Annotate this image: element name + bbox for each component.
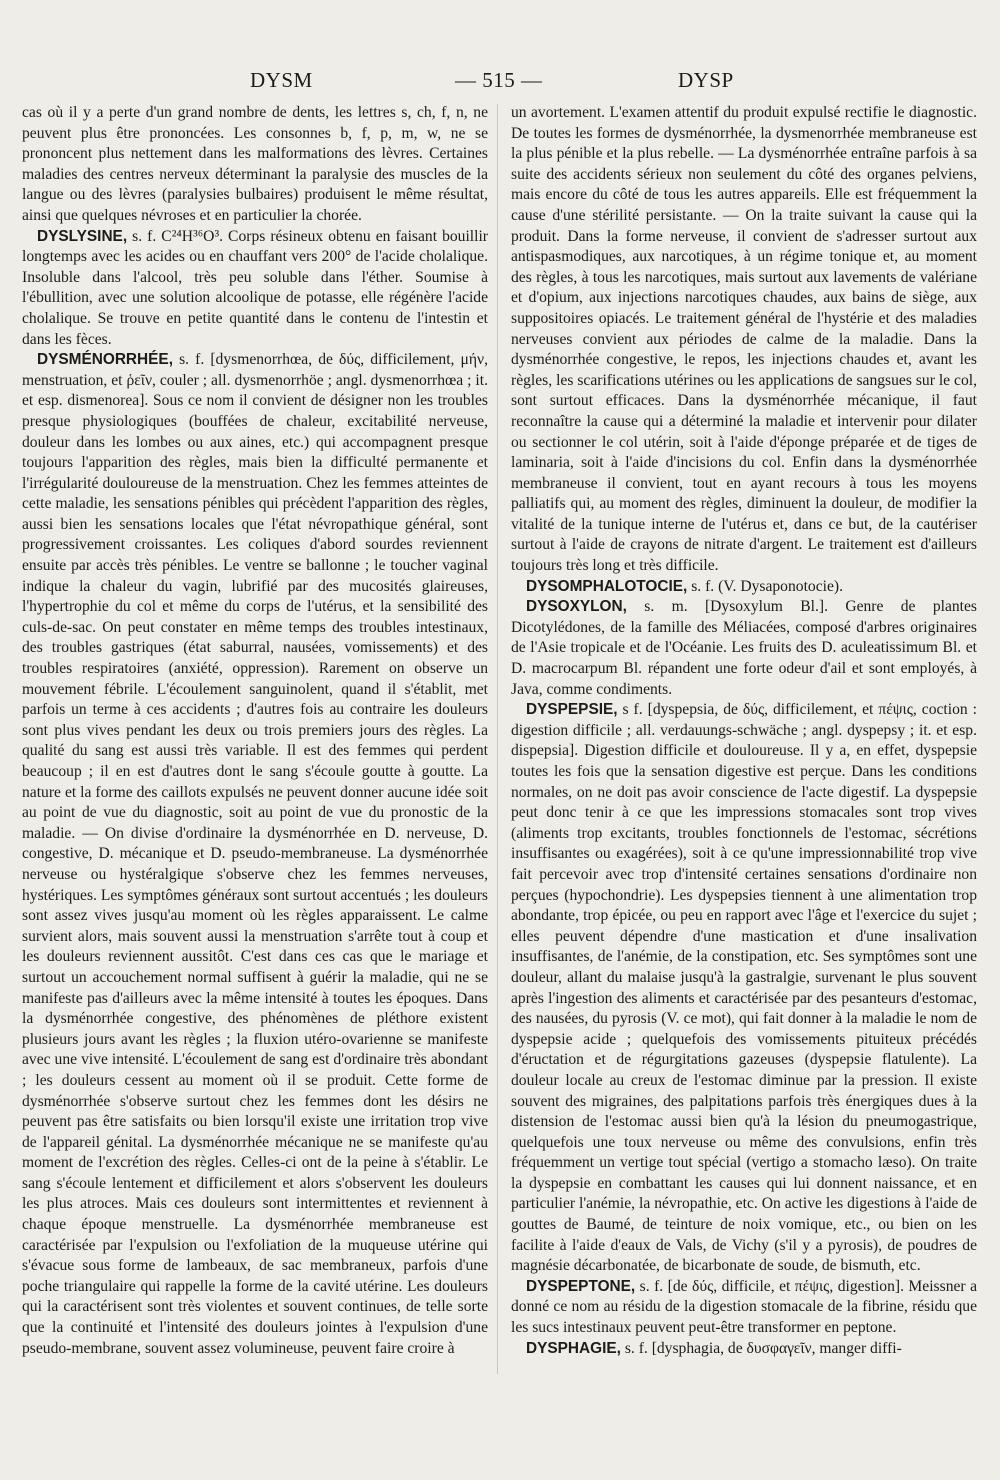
entry-dysmenorrhee xyxy=(22,350,488,1359)
entry-text: s. f. C²⁴H³⁶O³. Corps résineux obtenu en faisant bouillir longtemps avec les acides ou en chauffant vers 200° de l'acide cholalique. Insoluble dans l'alcool, très peu soluble dans l'éther. Soumise à l'ébullition, avec une solution alcoolique de potasse, elle régénère l'acide cholalique. Se trouve en petite quantité dans le contenu de l'intestin et dans les fèces. xyxy=(22,227,488,348)
entry-dysoxylon xyxy=(511,597,977,700)
right-column xyxy=(511,103,977,1359)
entry-text: s. f. [dysphagia, de δυσφαγεῖν, manger diffi- xyxy=(620,1339,902,1357)
entry-text: s f. [dyspepsia, de δύς, difficilement, et πέψις, coction : digestion difficile ; all. verdauungs-schwäche ; angl. dyspepsy ; it. et esp. dispepsia]. Digestion difficile et douloureuse. Il y a, en effet, dyspepsie toutes les fois que la sensation digestive est perçue. Dans les conditions normales, on ne doit pas avoir conscience de l'acte digestif. La dyspepsie peut donc tenir à ce que les impressions stomacales sont trop vives (aliments trop excitants, troubles fonctionnels de l'estomac, sécrétions insuffisantes ou exagérées), soit à ce qu'une impressionnabilité trop vive fait percevoir avec trop d'intensité certaines sensations d'ordinaire non perçues (hypochondrie). Les dyspepsies tiennent à une alimentation trop abondante, trop épicée, ou peu en rapport avec l'âge et l'exercice du sujet ; elles peuvent dépendre d'une mastication et d'une insalivation insuffisantes, de l'anémie, de la constipation, etc. Ses symptômes sont une douleur, allant du malaise jusqu'à la gastralgie, survenant le plus souvent après l'ingestion des aliments et caractérisée par des pesanteurs d'estomac, des nausées, du pyrosis (V. ce mot), qui fait donner à la maladie le nom de dyspepsie acide ; quelquefois des vomissements pituiteux précédés d'éructation et de régurgitations gazeuses (dyspepsie flatulente). La douleur locale au creux de l'estomac diminue par la pression. Il existe souvent des migraines, des palpitations parfois très énergiques dues à la distension de l'estomac aussi bien qu'à la lésion du pneumogastrique, quelquefois une toux nerveuse ou même des convulsions, enfin très fréquemment un vertige tout spécial (vertigo a stomacho læso). On traite la dyspepsie en combattant les causes qui lui donnent naissance, et en particulier l'anémie, la névropathie, etc. On active les digestions à l'aide de gouttes de Baumé, de teinture de noix vomique, etc., ou bien on les facilite à l'aide d'eaux de Vals, de Vichy (s'il y a pyrosis), de poudres de magnésie décarbonatée, de bicarbonate de soude, de bismuth, etc. xyxy=(511,701,977,1275)
continued-paragraph: un avortement. L'examen attentif du produit expulsé rectifie le diagnostic. De toutes les formes de dysménorrhée, la dysmenorrhée membraneuse est la plus pénible et la plus rebelle. — La dysménorrhée entraîne parfois à sa suite des accidents sérieux non seulement du côté des organes pelviens, mais encore du côté de tous les autres appareils. Elle est fréquemment la cause d'une stérilité persistante. — On la traite suivant la cause qui la produit. Dans la forme nerveuse, il convient de s'adresser surtout aux antispasmodiques, aux narcotiques, à un régime tonique et, au moment des règles, à tous les narcotiques, mais surtout aux lavements de valériane et d'opium, aux injections narcotiques chaudes, aux bains de siège, aux suppositoires opiacés. Le traitement général de l'hystérie et des maladies nerveuses convient aux périodes de calme de la maladie. Dans la dysménorrhée congestive, le repos, les injections chaudes et, avant les règles, les scarifications utérines ou les applications de sangsues sur le col, sont surtout efficaces. Dans la dysménorrhée mécanique, il faut reconnaître la cause qui a déterminé la maladie et intervenir pour dilater ou sectionner le col utérin, soit à l'aide d'éponge préparée et de tiges de laminaria, soit à l'aide d'incisions du col. Enfin dans la dysménorrhée membraneuse il convient, tout en ayant recours à tous les moyens palliatifs qui, au moment des règles, diminuent la douleur, de modifier la vitalité de la tunique interne de l'utérus et, dans ce but, de la cautériser surtout à l'aide de crayons de nitrate d'argent. Le traitement est d'ailleurs toujours très long et très difficile. xyxy=(511,104,977,575)
entry-text: s. f. (V. Dysaponotocie). xyxy=(687,577,843,595)
headword: DYSOXYLON, xyxy=(526,598,627,616)
headword: DYSPEPSIE, xyxy=(526,701,618,719)
entry-text: s. f. [dysmenorrhœa, de δύς, difficilement, μήν, menstruation, et ῥεῖν, couler ; all. dysmenorrhöe ; angl. dysmenorrhœa ; it. et esp. dismenorea]. Sous ce nom il convient de désigner non les troubles presque physiologiques (bouffées de chaleur, excitabilité nerveuse, douleur dans les lombes ou aux aines, etc.) qui accompagnent presque toujours l'apparition des règles, mais bien la difficulté permanente et l'irrégularité douloureuse de la menstruation. Chez les femmes atteintes de cette maladie, les sensations pénibles qui précèdent l'apparition des règles, aussi bien les sensations locales que l'état névropathique général, sont progressivement croissantes. Les coliques d'abord sourdes reviennent ensuite par accès très pénibles. Le ventre se ballonne ; le toucher vaginal indique la chaleur du vagin, lubrifié par des mucosités glaireuses, l'hypertrophie du col et même du corps de l'utérus, et la sensibilité des culs-de-sac. On peut constater en même temps des troubles intestinaux, des troubles gastriques (état saburral, nausées, vomissements) et des troubles respiratoires (anxiété, oppression). Rarement on observe un mouvement fébrile. L'écoulement sanguinolent, quand il s'établit, met parfois un terme à ces accidents ; d'autres fois au contraire les douleurs sont plus vives pendant les deux ou trois premiers jours des règles. La qualité du sang est aussi très variable. Il est des femmes qui perdent beaucoup ; il en est d'autres dont le sang s'écoule goutte à goutte. La nature et la forme des caillots expulsés ne peuvent donner aucune idée soit au point de vue du diagnostic, soit au point de vue du pronostic de la maladie. — On divise d'ordinaire la dysménorrhée en D. nerveuse, D. congestive, D. mécanique et D. pseudo-membraneuse. La dysménorrhée nerveuse ou hystéralgique s'observe chez les femmes nerveuses, hystériques. Les symptômes généraux sont surtout accentués ; les douleurs sont assez vives jusqu'au moment où les règles apparaissent. Le calme survient alors, mais souvent aussi la menstruation s'arrête tout à coup et les douleurs reviennent aussitôt. C'est dans ces cas que le mariage et surtout un accouchement normal suffisent à guérir la maladie, qui ne se manifeste pas d'ailleurs avec la même intensité à toutes les époques. Dans la dysménorrhée congestive, des phénomènes de pléthore existent plusieurs jours avant les règles ; la fluxion utéro-ovarienne se manifeste avec une vive intensité. L'écoulement de sang est d'ordinaire très abondant ; les douleurs cessent au moment où il se produit. Cette forme de dysménorrhée s'observe surtout chez les femmes dont les désirs ne peuvent pas être satisfaits ou bien lorsqu'il existe une irritation trop vive de l'appareil génital. La dysménorrhée mécanique ne se manifeste qu'au moment de l'excrétion des règles. Celles-ci ont de la peine à s'établir. Le sang s'écoule lentement et difficilement et alors s'observent les douleurs les plus atroces. Mais ces douleurs sont intermittentes et reviennent à chaque époque menstruelle. La dysménorrhée membraneuse est caractérisée par l'expulsion ou l'exfoliation de la muqueuse utérine qui s'évacue sous forme de lambeaux, de sac membraneux, parfois d'une poche triangulaire qui rappelle la forme de la cavité utérine. Les douleurs qui la caractérisent sont très violentes et souvent continues, de telle sorte que la continuité et l'intensité des douleurs jointes à l'expulsion d'une pseudo-membrane, souvent assez volumineuse, peuvent faire croire à xyxy=(22,351,488,1357)
entry-text: s. f. [de δύς, difficile, et πέψις, digestion]. Meissner a donné ce nom au résidu de la digestion stomacale de la fibrine, résidu que les sucs intestinaux peuvent peut-être transformer en peptone. xyxy=(511,1277,977,1337)
headword: DYSPHAGIE, xyxy=(526,1339,621,1357)
left-column xyxy=(22,103,488,1359)
entry-dyspeptone xyxy=(511,1277,977,1339)
entry-dysomphalotocie xyxy=(511,577,977,598)
headword: DYSMÉNORRHÉE, xyxy=(37,351,173,369)
headword: DYSOMPHALOTOCIE, xyxy=(526,577,688,595)
running-header xyxy=(0,68,1000,98)
entry-dyslysine xyxy=(22,227,488,351)
entry-text: s. m. [Dysoxylum Bl.]. Genre de plantes Dicotylédones, de la famille des Méliacées, composé d'arbres originaires de l'Asie tropicale et de l'Océanie. Les fruits des D. aculeatissimum Bl. et D. macrocarpum Bl. répandent une forte odeur d'ail et sont employés, à Java, comme condiments. xyxy=(511,598,977,698)
entry-dyspepsie xyxy=(511,700,977,1277)
headword: DYSLYSINE, xyxy=(37,227,128,245)
column-divider xyxy=(497,104,498,1374)
page-number: — 515 — xyxy=(455,68,543,92)
continued-paragraph: cas où il y a perte d'un grand nombre de dents, les lettres s, ch, f, n, ne peuvent plus être prononcées. Les consonnes b, f, p, m, w, ne se prononcent plus nettement dans les malformations des lèvres. Certaines maladies des centres nerveux déterminant la paralysie des muscles de la langue ou des lèvres (paralysies bulbaires) produisent le même résultat, ainsi que quelques névroses et en particulier la chorée. xyxy=(22,104,488,224)
entry-dysphagie xyxy=(511,1339,977,1360)
header-left-guideword: DYSM xyxy=(250,68,313,92)
header-right-guideword: DYSP xyxy=(678,68,734,92)
headword: DYSPEPTONE, xyxy=(526,1277,636,1295)
